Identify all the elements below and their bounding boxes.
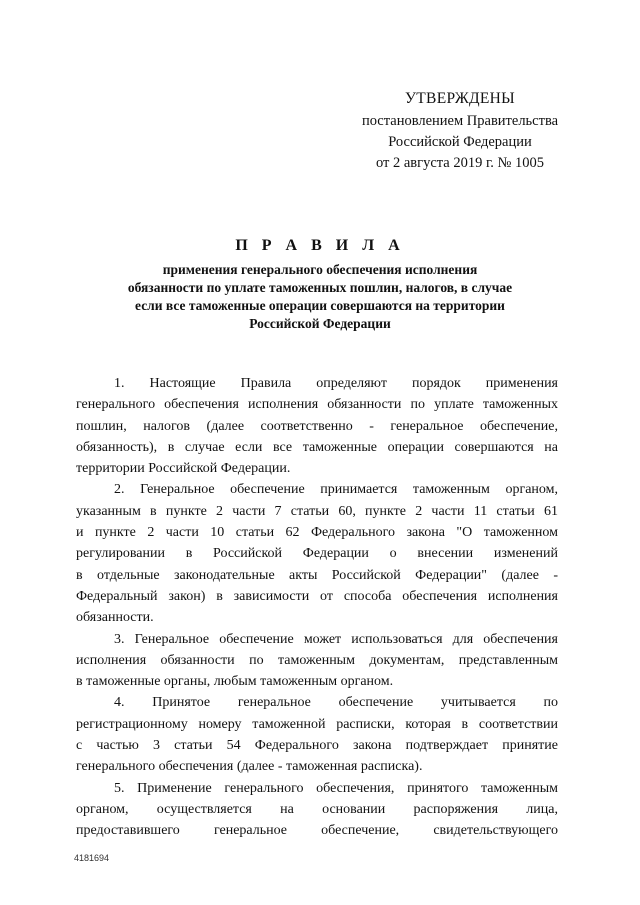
paragraph-line: 3. Генеральное обеспечение может использоваться для обеспечения [114,631,558,647]
document-title: П Р А В И Л А [235,237,405,254]
paragraph-line: в отдельные законодательные акты Российской Федерации" (далее - [76,567,558,583]
paragraph-line: Федеральный закон) в зависимости от способа обеспечения исполнения [76,588,558,604]
subtitle-line: Российской Федерации [249,316,391,331]
paragraph-line: регулировании в Российской Федерации о внесении изменений [76,546,558,562]
paragraph-5 [76,778,558,842]
paragraph-4 [76,692,558,777]
approval-line: постановлением Правительства [361,113,559,129]
document-subtitle [100,261,540,333]
paragraph-line: с частью 3 статьи 54 Федерального закона подтверждает принятие [76,738,558,754]
approval-heading: УТВЕРЖДЕНЫ [405,90,515,107]
paragraph-line: предоставившего генеральное обеспечение, свидетельствующего [76,823,558,839]
paragraph-2 [76,479,558,628]
approval-line: от 2 августа 2019 г. № 1005 [375,155,545,171]
paragraph-line: регистрационному номеру таможенной расписки, которая в соответствии [76,716,558,732]
subtitle-line: применения генерального обеспечения исполнения [162,262,478,277]
paragraph-line: органом, осуществляется на основании распоряжения лица, [76,801,558,817]
document-number: 4181694 [74,853,110,863]
paragraph-line: 2. Генеральное обеспечение принимается таможенным органом, [114,482,558,498]
approval-line: Российской Федерации [388,134,532,150]
paragraph-line: и пункте 2 части 10 статьи 62 Федерального закона "О таможенном [76,525,558,541]
paragraph-line: территории Российской Федерации. [76,461,291,477]
document-body [76,373,558,842]
subtitle-line: обязанности по уплате таможенных пошлин, налогов, в случае [127,280,513,295]
approval-block [350,88,570,174]
paragraph-3 [76,629,558,693]
paragraph-line: исполнения обязанности по таможенным документам, представленным [76,652,558,668]
paragraph-line: обязанность), в случае если все таможенные операции совершаются на [76,439,558,455]
paragraph-line: указанным в пункте 2 части 7 статьи 60, пункте 2 части 11 статьи 61 [76,503,558,519]
paragraph-line: в таможенные органы, любым таможенным органом. [76,674,394,690]
paragraph-1 [76,373,558,479]
paragraph-line: генерального обеспечения исполнения обязанности по уплате таможенных [76,397,558,413]
paragraph-line: обязанности. [76,610,154,626]
paragraph-line: 1. Настоящие Правила определяют порядок применения [114,376,558,391]
subtitle-line: если все таможенные операции совершаются на территории [135,298,505,313]
paragraph-line: генерального обеспечения (далее - таможенная расписка). [76,759,423,775]
paragraph-line: 5. Применение генерального обеспечения, принятого таможенным [114,780,558,796]
paragraph-line: 4. Принятое генеральное обеспечение учитывается по [114,695,558,711]
paragraph-line: пошлин, налогов (далее соответственно - генеральное обеспечение, [76,418,558,434]
